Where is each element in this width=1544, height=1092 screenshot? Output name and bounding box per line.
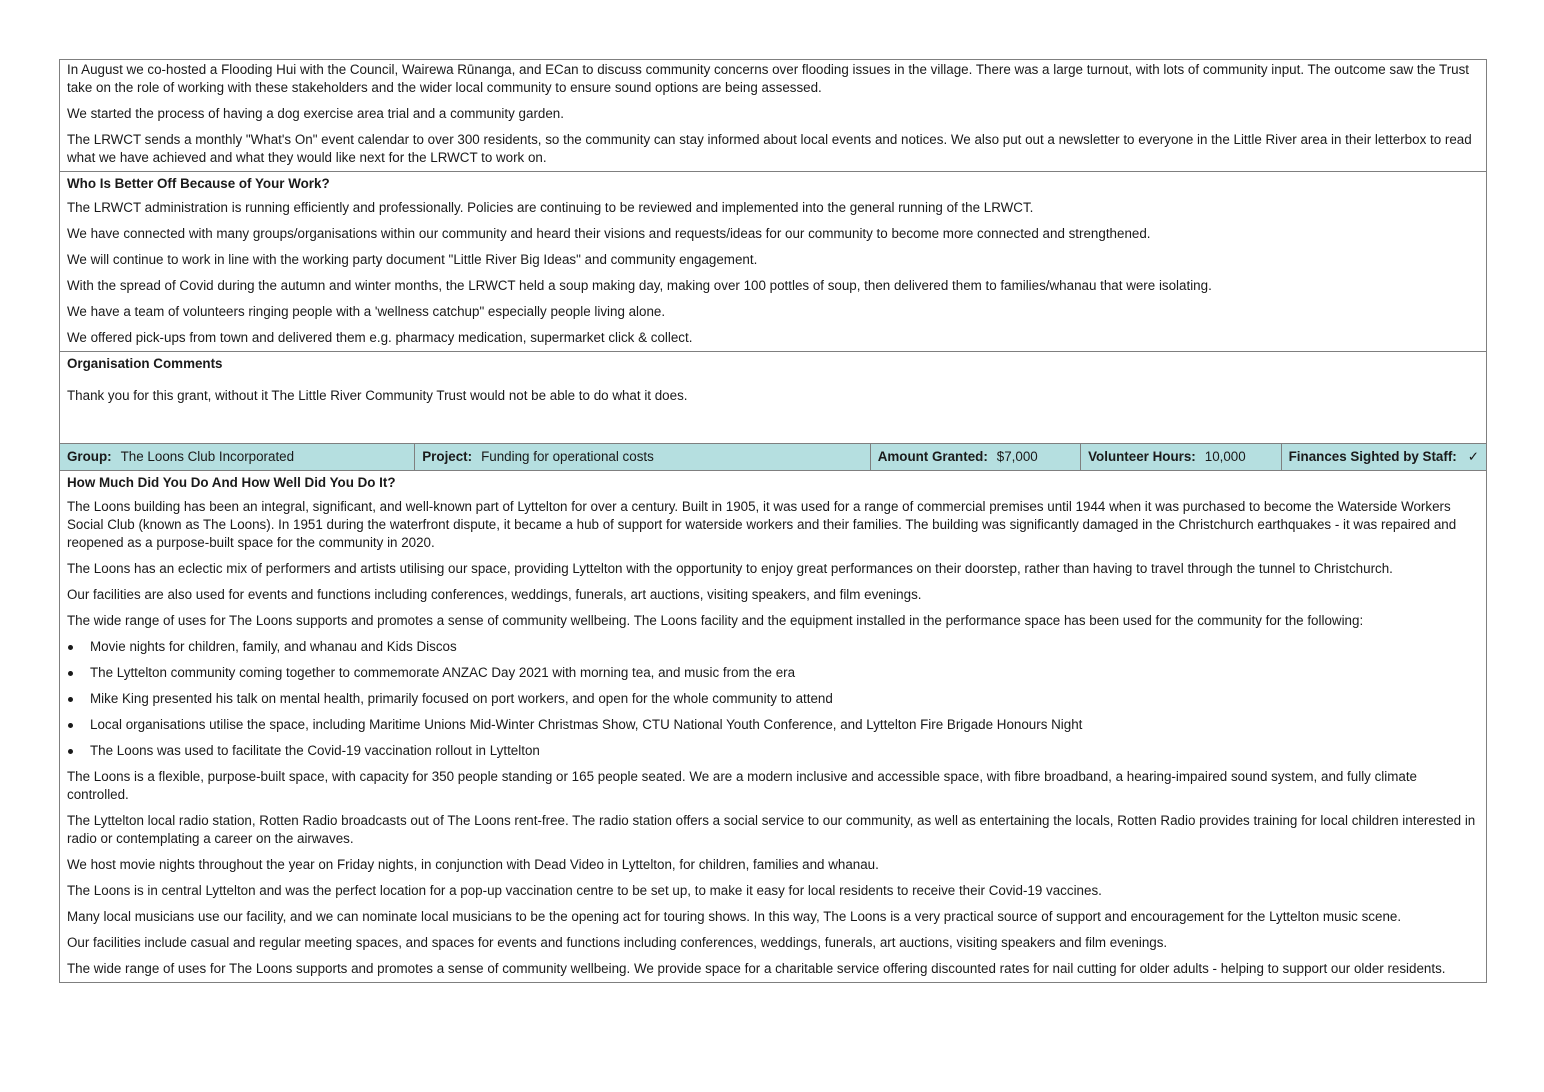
how-much-paragraph: The Loons is a flexible, purpose-built space, with capacity for 350 people standing or 165 people seated. We are a modern inclusive and accessible space, with fibre broadband, a hearing-impaired sound system, and fully climate controlled. (67, 769, 1418, 802)
list-item: The Loons was used to facilitate the Covid-19 vaccination rollout in Lyttelton (67, 742, 1479, 760)
how-much-paragraph: The wide range of uses for The Loons supports and promotes a sense of community wellbeing. We provide space for a charitable service offering discounted rates for nail cutting for older adults - helping to support our older residents. (67, 961, 1446, 976)
list-item: Mike King presented his talk on mental health, primarily focused on port workers, and open for the whole community to attend (67, 690, 1479, 708)
section-heading: Organisation Comments (67, 356, 223, 371)
better-off-paragraph: We have connected with many groups/organisations within our community and heard their visions and requests/ideas for our community to become more connected and strengthened. (67, 226, 1151, 241)
report-page (59, 59, 1487, 983)
how-much-paragraph: The Loons is in central Lyttelton and was the perfect location for a pop-up vaccination centre to be set up, to make it easy for local residents to receive their Covid-19 vaccines. (67, 883, 1102, 898)
section-heading: Who Is Better Off Because of Your Work? (67, 176, 330, 191)
group-label: Group: (67, 449, 112, 464)
intro-section (59, 59, 1487, 171)
checkmark-icon: ✓ (1467, 449, 1479, 464)
uses-list (67, 638, 1479, 760)
intro-paragraph: We started the process of having a dog exercise area trial and a community garden. (67, 106, 564, 121)
volunteer-hours-label: Volunteer Hours: (1088, 449, 1196, 464)
how-much-paragraph: Our facilities include casual and regular meeting spaces, and spaces for events and functions including conferences, weddings, funerals, art auctions, visiting speakers and film evenings. (67, 935, 1168, 950)
better-off-section (59, 171, 1487, 351)
organisation-comments-section (59, 351, 1487, 443)
project-value: Funding for operational costs (481, 449, 654, 464)
how-much-paragraph: The Lyttelton local radio station, Rotten Radio broadcasts out of The Loons rent-free. The radio station offers a social service to our community, as well as entertaining the locals, Rotten Radio provides training for local children interested in radio or contemplating a career on the airwaves. (67, 813, 1476, 846)
how-much-paragraph: The wide range of uses for The Loons supports and promotes a sense of community wellbeing. The Loons facility and the equipment installed in the performance space has been used for the community for the following: (67, 613, 1364, 628)
how-much-paragraph: Many local musicians use our facility, and we can nominate local musicians to be the opening act for touring shows. In this way, The Loons is a very practical source of support and encouragement for the Lyttelton music scene. (67, 909, 1402, 924)
project-cell (415, 444, 870, 470)
amount-cell (871, 444, 1081, 470)
intro-paragraph: The LRWCT sends a monthly "What's On" event calendar to over 300 residents, so the community can stay informed about local events and notices. We also put out a newsletter to everyone in the Little River area in their letterbox to read what we have achieved and what they would like next for the LRWCT to work on. (67, 132, 1472, 165)
intro-paragraph: In August we co-hosted a Flooding Hui with the Council, Wairewa Rūnanga, and ECan to discuss community concerns over flooding issues in the village. There was a large turnout, with lots of community input. The outcome saw the Trust take on the role of working with these stakeholders and the wider local community to ensure sound options are being assessed. (67, 62, 1470, 95)
group-value: The Loons Club Incorporated (120, 449, 295, 464)
better-off-paragraph: The LRWCT administration is running efficiently and professionally. Policies are continuing to be reviewed and implemented into the general running of the LRWCT. (67, 200, 1034, 215)
group-cell (60, 444, 415, 470)
finances-cell (1282, 444, 1486, 470)
how-much-paragraph: The Loons building has been an integral, significant, and well-known part of Lyttelton for over a century. Built in 1905, it was used for a range of commercial premises until 1944 when it was purchased to become the Waterside Workers Social Club (known as The Loons). In 1951 during the waterfront dispute, it became a hub of support for waterside workers and their families. The building was significantly damaged in the Christchurch earthquakes - it was repaired and reopened as a purpose-built space for the community in 2020. (67, 499, 1457, 550)
how-much-paragraph: We host movie nights throughout the year on Friday nights, in conjunction with Dead Video in Lyttelton, for children, families and whanau. (67, 857, 879, 872)
volunteer-hours-value: 10,000 (1204, 449, 1246, 464)
how-much-paragraph: The Loons has an eclectic mix of performers and artists utilising our space, providing Lyttelton with the opportunity to enjoy great performances on their doorstep, rather than having to travel through the tunnel to Christchurch. (67, 561, 1393, 576)
better-off-paragraph: We offered pick-ups from town and delivered them e.g. pharmacy medication, supermarket click & collect. (67, 330, 693, 345)
better-off-paragraph: We will continue to work in line with the working party document "Little River Big Ideas" and community engagement. (67, 252, 758, 267)
list-item: Local organisations utilise the space, including Maritime Unions Mid-Winter Christmas Show, CTU National Youth Conference, and Lyttelton Fire Brigade Honours Night (67, 716, 1479, 734)
amount-label: Amount Granted: (877, 449, 988, 464)
how-much-paragraph: Our facilities are also used for events and functions including conferences, weddings, funerals, art auctions, visiting speakers, and film evenings. (67, 587, 922, 602)
project-label: Project: (422, 449, 473, 464)
volunteer-hours-cell (1081, 444, 1282, 470)
amount-value: $7,000 (996, 449, 1038, 464)
better-off-paragraph: We have a team of volunteers ringing people with a 'wellness catchup" especially people living alone. (67, 304, 666, 319)
section-heading: How Much Did You Do And How Well Did You Do It? (67, 475, 396, 490)
grant-info-row (59, 443, 1487, 470)
list-item: Movie nights for children, family, and whanau and Kids Discos (67, 638, 1479, 656)
organisation-comment: Thank you for this grant, without it The Little River Community Trust would not be able to do what it does. (67, 388, 688, 403)
how-much-section (59, 470, 1487, 983)
finances-label: Finances Sighted by Staff: (1288, 449, 1457, 464)
list-item: The Lyttelton community coming together to commemorate ANZAC Day 2021 with morning tea, and music from the era (67, 664, 1479, 682)
better-off-paragraph: With the spread of Covid during the autumn and winter months, the LRWCT held a soup making day, making over 100 pottles of soup, then delivered them to families/whanau that were isolating. (67, 278, 1212, 293)
